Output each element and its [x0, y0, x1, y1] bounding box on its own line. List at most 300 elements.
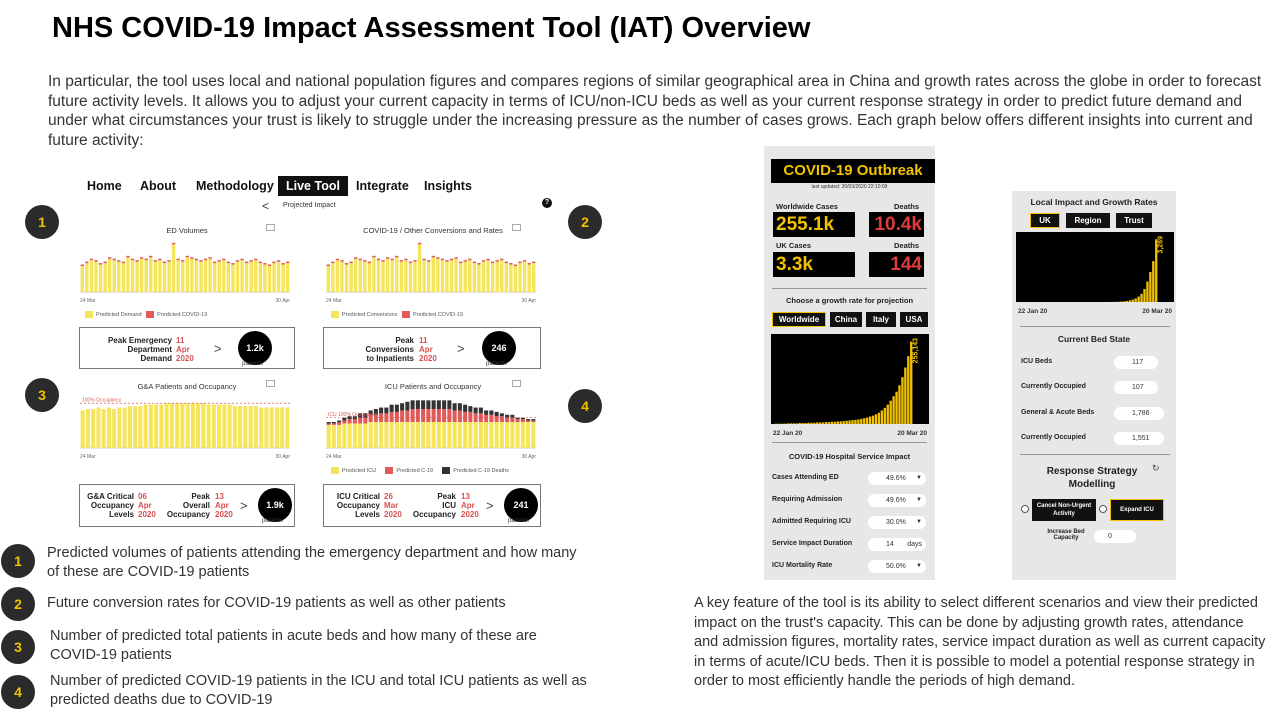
- bar: [450, 260, 453, 292]
- help-icon[interactable]: ?: [542, 198, 552, 208]
- bar: [154, 405, 158, 448]
- bar-covid-cap: [432, 256, 435, 258]
- nav-home[interactable]: Home: [87, 179, 122, 193]
- chart-title-ed: ED Volumes: [166, 226, 208, 235]
- bar: [369, 422, 373, 448]
- bed-input[interactable]: 1,786: [1114, 407, 1164, 420]
- uk-deaths-label: Deaths: [894, 241, 920, 250]
- bar: [1135, 298, 1137, 302]
- bar: [133, 406, 137, 448]
- list-item: Number of predicted COVID-19 patients in the ICU and total ICU patients as well as predicted deaths due to COVID-19: [50, 673, 587, 708]
- bar: [453, 403, 457, 410]
- arrow-icon: >: [457, 341, 465, 356]
- bar: [117, 262, 120, 292]
- number-badge-3: 3: [1, 630, 35, 664]
- bar: [531, 421, 535, 422]
- bar: [358, 423, 362, 448]
- bed-input[interactable]: 1,551: [1114, 432, 1164, 445]
- bar: [353, 419, 357, 423]
- bar: [374, 422, 378, 448]
- bar-covid-cap: [505, 262, 508, 264]
- bar: [372, 257, 375, 292]
- bar: [819, 422, 821, 424]
- bar: [196, 403, 200, 448]
- bar: [463, 422, 467, 448]
- bar: [108, 259, 111, 292]
- bar: [264, 408, 268, 448]
- bar: [468, 260, 471, 292]
- stat-value: 1.2k: [238, 331, 272, 365]
- bar: [349, 263, 352, 292]
- bar-covid-cap: [514, 265, 517, 267]
- stat-year: 2020: [176, 354, 194, 363]
- dropdown-icon[interactable]: ▼: [916, 519, 922, 525]
- arrow-icon: >: [240, 498, 248, 513]
- bar: [163, 263, 166, 292]
- chart-title-icu: ICU Patients and Occupancy: [384, 382, 482, 391]
- bar: [484, 422, 488, 448]
- bar: [342, 423, 346, 448]
- bar: [327, 422, 331, 423]
- worldwide-deaths-label: Deaths: [894, 202, 920, 211]
- bar-covid-cap: [259, 262, 262, 264]
- bar: [327, 266, 330, 292]
- bar: [489, 410, 493, 414]
- bar: [458, 410, 462, 422]
- bar: [159, 405, 163, 448]
- bar: [390, 422, 394, 448]
- bar-covid-cap: [354, 257, 357, 259]
- bar: [395, 257, 398, 292]
- stat-year: 2020: [215, 510, 233, 519]
- stat-day: 11: [419, 336, 428, 345]
- bar: [432, 422, 436, 448]
- bar-covid-cap: [186, 256, 189, 258]
- bar-covid-cap: [450, 259, 453, 261]
- bar: [145, 260, 148, 292]
- bar: [381, 262, 384, 292]
- bar: [122, 263, 125, 292]
- stat-label: Peak: [191, 492, 210, 501]
- bar-covid-cap: [99, 263, 102, 265]
- bar: [901, 377, 903, 424]
- bar: [523, 262, 526, 292]
- stat-label: G&A Critical: [87, 492, 134, 501]
- bar: [816, 422, 818, 424]
- bar-covid-cap: [236, 260, 239, 262]
- bar: [123, 408, 127, 448]
- bar: [236, 262, 239, 292]
- x-tick-label: 30 Apr: [521, 298, 536, 304]
- x-tick-label: 24 Mar: [326, 454, 342, 460]
- bar: [458, 403, 462, 410]
- bar: [254, 260, 257, 292]
- bar: [845, 421, 847, 424]
- bar-covid-cap: [441, 259, 444, 261]
- number-badge-2: 2: [568, 205, 602, 239]
- bar-covid-cap: [523, 260, 526, 262]
- bar: [1132, 300, 1134, 302]
- bar-covid-cap: [227, 262, 230, 264]
- last-updated: last updated: 20/03/2020 22:10:09: [811, 184, 888, 190]
- bed-label: Currently Occupied: [1021, 383, 1086, 390]
- outbreak-title: COVID-19 Outbreak: [771, 159, 935, 183]
- bar: [363, 262, 366, 292]
- bar: [331, 263, 334, 292]
- bar: [421, 409, 425, 422]
- service-input[interactable]: [868, 472, 926, 485]
- bar-covid-cap: [331, 262, 334, 264]
- bar: [190, 259, 193, 292]
- service-unit: days: [907, 541, 922, 548]
- bar: [363, 418, 367, 424]
- service-value: 49.6%: [886, 475, 906, 482]
- table-view-icon[interactable]: [512, 380, 521, 387]
- radio-cancel-non-urgent[interactable]: [1021, 505, 1029, 513]
- bar: [828, 422, 830, 424]
- bar-covid-cap: [518, 262, 521, 264]
- uk-cases-label: UK Cases: [776, 241, 812, 250]
- bar: [131, 260, 134, 292]
- service-label: Cases Attending ED: [772, 474, 839, 481]
- bar: [411, 400, 415, 409]
- bar: [96, 408, 100, 448]
- bar: [400, 262, 403, 292]
- bar: [149, 405, 153, 448]
- bar: [426, 400, 430, 409]
- bar: [103, 263, 106, 292]
- chart-title-ga: G&A Patients and Occupancy: [137, 382, 237, 391]
- bar: [102, 409, 106, 448]
- growth-usa-button[interactable]: USA: [900, 312, 928, 327]
- bar: [1140, 294, 1142, 302]
- bar-covid-cap: [486, 259, 489, 261]
- bar: [201, 403, 205, 448]
- service-input[interactable]: [868, 560, 926, 573]
- radio-expand-icu[interactable]: [1099, 505, 1107, 513]
- table-view-icon[interactable]: [266, 380, 275, 387]
- bed-label: ICU Beds: [1021, 358, 1053, 365]
- stat-year: 2020: [461, 510, 479, 519]
- bar-covid-cap: [231, 263, 234, 265]
- bar: [521, 422, 525, 448]
- bar: [427, 262, 430, 292]
- bar-covid-cap: [126, 256, 129, 258]
- nav-integrate[interactable]: Integrate: [356, 179, 409, 193]
- bar: [126, 257, 129, 292]
- bar: [453, 410, 457, 422]
- bar: [834, 422, 836, 424]
- bar-covid-cap: [113, 259, 116, 261]
- bar-covid-cap: [131, 259, 134, 261]
- uk-deaths-value: 144: [869, 252, 924, 277]
- bar: [813, 423, 815, 424]
- stat-box-ga: [79, 484, 295, 527]
- bar: [112, 409, 116, 448]
- bar-covid-cap: [459, 262, 462, 264]
- legend-predicted-covid: Predicted COVID-19: [157, 311, 208, 318]
- bar: [379, 422, 383, 448]
- legend-predicted-deaths: Predicted C-19 Deaths: [453, 467, 509, 474]
- bar: [527, 265, 530, 292]
- stat-label: Occupancy: [412, 510, 456, 519]
- bar: [240, 260, 243, 292]
- bar: [510, 422, 514, 448]
- bar: [113, 260, 116, 292]
- chart-conversions: [326, 240, 536, 304]
- service-input[interactable]: [868, 538, 926, 551]
- bar: [422, 260, 425, 292]
- bar: [270, 408, 274, 448]
- bar-covid-cap: [336, 259, 339, 261]
- bar: [135, 262, 138, 292]
- bar: [140, 259, 143, 292]
- back-chevron-icon[interactable]: <: [262, 199, 270, 213]
- expand-icu-button[interactable]: Expand ICU: [1110, 499, 1164, 521]
- bar: [1123, 301, 1125, 302]
- bar: [489, 415, 493, 422]
- stat-box-ed: [79, 327, 295, 369]
- bar-covid-cap: [327, 265, 330, 267]
- bar: [207, 405, 211, 448]
- bar-covid-cap: [158, 259, 161, 261]
- bar: [222, 260, 225, 292]
- bar: [500, 416, 504, 422]
- uk-cases-value: 3.3k: [773, 252, 855, 277]
- bar: [390, 405, 394, 412]
- dropdown-icon[interactable]: ▼: [916, 475, 922, 481]
- bar: [474, 408, 478, 414]
- stat-label: Overall: [182, 501, 210, 510]
- bar: [875, 414, 877, 424]
- bar-covid-cap: [359, 259, 362, 261]
- bar: [353, 423, 357, 448]
- bar: [81, 410, 85, 448]
- service-label: Admitted Requiring ICU: [772, 518, 851, 525]
- page-title: NHS COVID-19 Impact Assessment Tool (IAT) Overview: [52, 12, 811, 44]
- bar: [286, 263, 289, 292]
- stat-month: Apr: [176, 345, 190, 354]
- bar: [268, 266, 271, 292]
- bar: [391, 260, 394, 292]
- stat-label: Peak Emergency: [107, 336, 172, 345]
- local-uk-button[interactable]: UK: [1030, 213, 1060, 228]
- bar: [379, 408, 383, 414]
- x-tick-label: 24 Mar: [80, 298, 96, 304]
- bar: [128, 406, 132, 448]
- growth-italy-button[interactable]: Italy: [866, 312, 896, 327]
- bar: [359, 260, 362, 292]
- bar-covid-cap: [436, 257, 439, 259]
- bar: [263, 265, 266, 292]
- bar-covid-cap: [254, 259, 257, 261]
- bar: [245, 263, 248, 292]
- bar: [405, 402, 409, 411]
- stat-month: Apr: [461, 501, 475, 510]
- bar: [395, 412, 399, 422]
- bar: [442, 422, 446, 448]
- bar: [158, 260, 161, 292]
- chart-ga-occupancy: [80, 396, 290, 460]
- bar-covid-cap: [464, 260, 467, 262]
- bar: [516, 419, 520, 422]
- bar: [285, 408, 289, 448]
- bar-covid-cap: [199, 260, 202, 262]
- arrow-icon: >: [486, 498, 494, 513]
- stat-label: ICU Critical: [336, 492, 380, 501]
- legend-predicted-demand: Predicted Demand: [96, 311, 142, 318]
- bar: [898, 385, 900, 424]
- bar: [409, 263, 412, 292]
- bar: [437, 409, 441, 422]
- bar: [1137, 297, 1139, 302]
- bar-covid-cap: [413, 260, 416, 262]
- bar: [144, 405, 148, 448]
- bar-covid-cap: [496, 260, 499, 262]
- growth-china-button[interactable]: China: [830, 312, 862, 327]
- bar: [477, 265, 480, 292]
- bar-covid-cap: [94, 260, 97, 262]
- bar: [348, 423, 352, 448]
- increase-capacity-input[interactable]: 0: [1094, 530, 1136, 543]
- bar: [426, 409, 430, 422]
- bar-covid-cap: [81, 265, 84, 267]
- bar: [405, 410, 409, 422]
- bar: [796, 423, 798, 424]
- bar: [884, 408, 886, 424]
- bar: [840, 421, 842, 424]
- bar: [441, 260, 444, 292]
- bar: [165, 403, 169, 448]
- stat-unit: patients: [508, 518, 530, 524]
- nav-live-tool[interactable]: Live Tool: [278, 176, 348, 196]
- nav-methodology[interactable]: Methodology: [196, 179, 274, 193]
- bar: [117, 408, 121, 448]
- refresh-icon[interactable]: ↻: [1152, 463, 1160, 473]
- bar-covid-cap: [85, 262, 88, 264]
- service-label: Requiring Admission: [772, 496, 843, 503]
- dropdown-icon[interactable]: ▼: [916, 497, 922, 503]
- bar: [491, 263, 494, 292]
- bar-covid-cap: [149, 256, 152, 258]
- bar: [526, 419, 530, 420]
- bar-covid-cap: [409, 262, 412, 264]
- table-view-icon[interactable]: [266, 224, 275, 231]
- stat-unit: patients: [486, 361, 508, 367]
- service-value: 30.0%: [886, 519, 906, 526]
- bar: [332, 423, 336, 424]
- legend-predicted-covid: Predicted COVID-19: [412, 311, 464, 318]
- bar-covid-cap: [418, 243, 421, 245]
- bar: [390, 412, 394, 422]
- local-region-button[interactable]: Region: [1066, 213, 1110, 228]
- bar-covid-cap: [349, 262, 352, 264]
- growth-rate-label: Choose a growth rate for projection: [785, 296, 914, 305]
- bar: [495, 422, 499, 448]
- bar: [213, 263, 216, 292]
- bar-covid-cap: [377, 259, 380, 261]
- bar: [272, 263, 275, 292]
- bar-covid-cap: [532, 262, 535, 264]
- bar-covid-cap: [240, 259, 243, 261]
- response-strategy-title: Response Strategy Modelling: [1046, 466, 1138, 490]
- dashboard-subtitle: Projected Impact: [283, 202, 336, 209]
- chart-local-growth: [1016, 232, 1174, 316]
- bed-input[interactable]: 117: [1114, 356, 1158, 369]
- bar-covid-cap: [117, 260, 120, 262]
- bar-covid-cap: [482, 260, 485, 262]
- local-trust-button[interactable]: Trust: [1116, 213, 1152, 228]
- nav-insights[interactable]: Insights: [424, 179, 472, 193]
- stat-year: 2020: [419, 354, 437, 363]
- bar-covid-cap: [250, 260, 253, 262]
- bar-covid-cap: [368, 262, 371, 264]
- bar: [186, 403, 190, 448]
- bar: [518, 263, 521, 292]
- bar: [510, 418, 514, 422]
- bar: [1126, 301, 1128, 302]
- bed-label: Currently Occupied: [1021, 434, 1086, 441]
- bar-covid-cap: [90, 259, 93, 261]
- dropdown-icon[interactable]: ▼: [916, 563, 922, 569]
- bar: [474, 422, 478, 448]
- nav-about[interactable]: About: [140, 179, 177, 193]
- service-input[interactable]: [868, 494, 926, 507]
- number-badge-1: 1: [25, 205, 59, 239]
- cancel-non-urgent-button[interactable]: Cancel Non-Urgent Activity: [1032, 499, 1096, 521]
- bar: [851, 420, 853, 424]
- bar-covid-cap: [500, 259, 503, 261]
- bar-covid-cap: [404, 259, 407, 261]
- stat-day: 11: [176, 336, 185, 345]
- bar: [468, 406, 472, 412]
- bed-input[interactable]: 107: [1114, 381, 1158, 394]
- bed-state-title: Current Bed State: [1057, 334, 1131, 344]
- table-view-icon[interactable]: [512, 224, 521, 231]
- bar: [86, 409, 90, 448]
- bar: [479, 422, 483, 448]
- bar: [1152, 261, 1154, 302]
- stat-label: Department: [127, 345, 172, 354]
- bar-covid-cap: [422, 259, 425, 261]
- number-badge-4: 4: [568, 389, 602, 423]
- stat-day: 13: [461, 492, 470, 501]
- bar: [445, 262, 448, 292]
- chart-ed-volumes: [80, 240, 290, 304]
- bar: [495, 416, 499, 422]
- bar: [801, 423, 803, 424]
- bar-covid-cap: [245, 262, 248, 264]
- bar: [181, 262, 184, 292]
- bar: [484, 415, 488, 422]
- bar-covid-cap: [176, 259, 179, 261]
- stat-label: ICU: [442, 501, 456, 510]
- number-badge-1: 1: [1, 544, 35, 578]
- bar-covid-cap: [395, 256, 398, 258]
- bar: [416, 422, 420, 448]
- bar: [337, 422, 341, 425]
- bar: [231, 265, 234, 292]
- x-tick-label: 24 Mar: [80, 454, 96, 460]
- bar: [222, 405, 226, 448]
- growth-worldwide-button[interactable]: Worldwide: [772, 312, 826, 327]
- bar: [881, 410, 883, 424]
- bar: [447, 409, 451, 422]
- stat-value: 241: [504, 488, 538, 522]
- service-input[interactable]: [868, 516, 926, 529]
- bar-covid-cap: [372, 256, 375, 258]
- bar: [405, 422, 409, 448]
